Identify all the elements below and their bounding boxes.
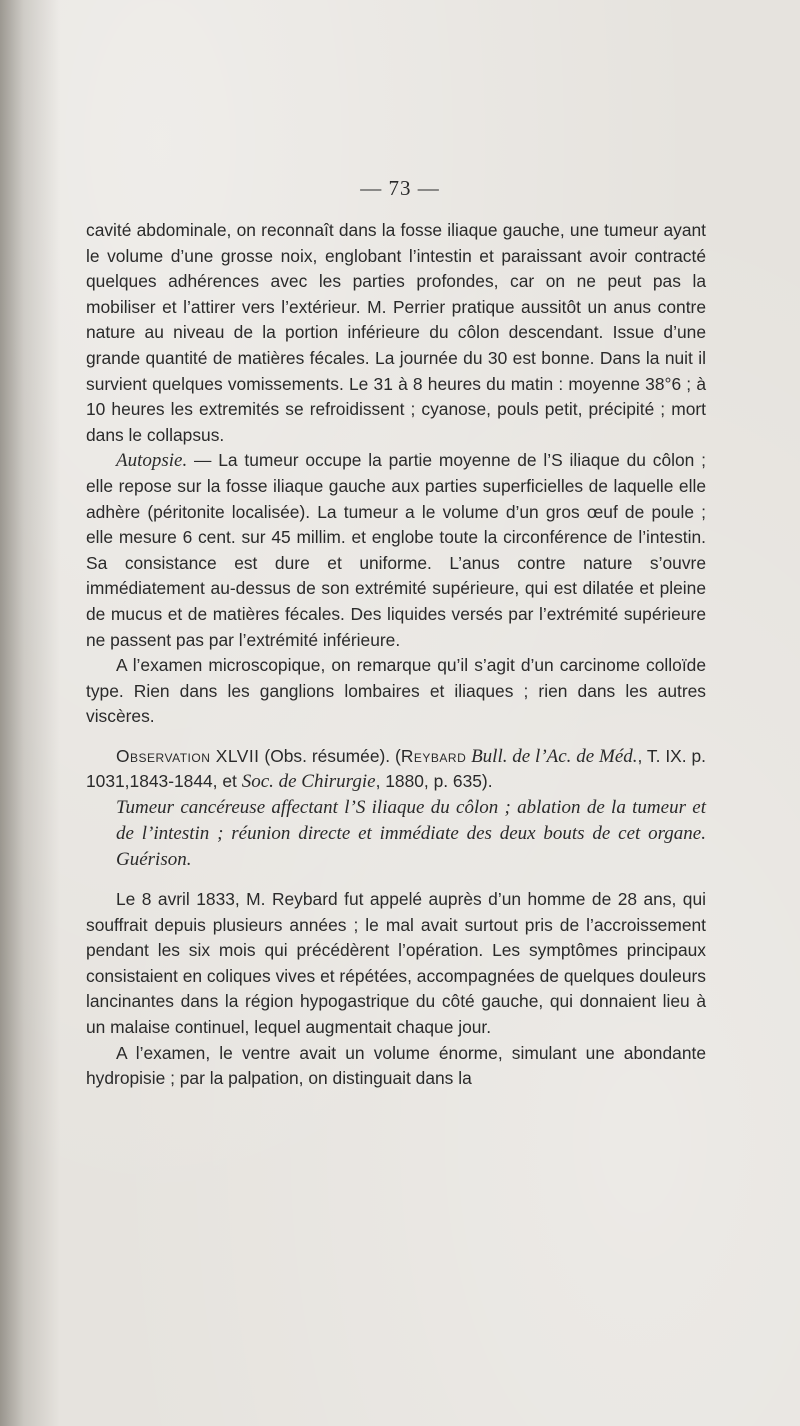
paragraph-autopsy — [86, 448, 706, 653]
paragraph-case-1: Le 8 avril 1833, M. Reybard fut appelé auprès d’un homme de 28 ans, qui souffrait depuis plusieurs années ; le mal avait surtout pris de l’accroissement pendant les six mois qui précédèrent l’opération. Les symptômes principaux consistaient en coliques vives et répétées, accompagnées de quelques douleurs lancinantes dans la région hypogastrique du côté gauche, qui donnaient lieu à un malaise continuel, lequel augmentait chaque jour. — [86, 889, 706, 1038]
observation-author: Reybard — [400, 745, 467, 766]
observation-source-1: Bull. de l’Ac. de Méd. — [466, 745, 638, 767]
page-number: — 73 — — [360, 176, 440, 200]
observation-number: Observation XLVII — [116, 745, 260, 766]
paragraph-case-2: A l’examen, le ventre avait un volume énorme, simulant une abondante hydropisie ; par la palpation, on distinguait dans la — [86, 1042, 706, 1089]
observation-subtitle: Tumeur cancéreuse affectant l’S iliaque du côlon ; ablation de la tumeur et de l’intestin ; réunion directe et immédiate des deux bouts de cet organe. Guérison. — [116, 797, 706, 871]
autopsy-text: — La tumeur occupe la partie moyenne de l’S iliaque du côlon ; elle repose sur la fosse iliaque gauche aux parties superficielles de laquelle elle adhère (péritonite localisée). La tumeur a le volume d’un gros œuf de poule ; elle mesure 6 cent. sur 45 millim. et englobe toute la circonférence de l’intestin. Sa consistance est dure et uniforme. L’anus contre nature s’ouvre immédiatement au-dessus de son extrémité supérieure, qui est dilatée et pleine de mucus et de matières fécales. Des liquides versés par l’extrémité supérieure ne passent pas par l’extrémité inférieure. — [86, 450, 706, 650]
observation-ref-2: , T. IX. p. 1031,1843-1844, et — [86, 745, 707, 792]
paragraph-microscopic: A l’examen microscopique, on remarque qu’il s’agit d’un carcinome colloïde type. Rien dans les ganglions lombaires et iliaques ; rien dans les autres viscères. — [86, 655, 706, 727]
observation-ref-1: (Obs. résumée). ( — [259, 745, 401, 766]
observation-source-2: Soc. de Chirurgie — [241, 771, 376, 793]
observation-ref-3: , 1880, p. 635). — [375, 771, 493, 792]
autopsy-label: Autopsie. — [116, 450, 188, 472]
body-text — [86, 218, 706, 1092]
observation-heading — [86, 744, 706, 795]
spacer — [86, 873, 706, 887]
binding-shadow — [0, 0, 60, 1426]
paragraph-continuation: cavité abdominale, on reconnaît dans la fosse iliaque gauche, une tumeur ayant le volume d’une grosse noix, englobant l’intestin et paraissant avoir contracté quelques adhérences avec les parties profondes, car on ne peut pas la mobiliser et l’attirer vers l’extérieur. M. Perrier pratique aussitôt un anus contre nature au niveau de la portion inférieure du côlon descendant. Issue d’une grande quantité de matières fécales. La journée du 30 est bonne. Dans la nuit il survient quelques vomissements. Le 31 à 8 heures du matin : moyenne 38°6 ; à 10 heures les extremités se refroidissent ; cyanose, pouls petit, précipité ; mort dans le collapsus. — [86, 220, 706, 445]
